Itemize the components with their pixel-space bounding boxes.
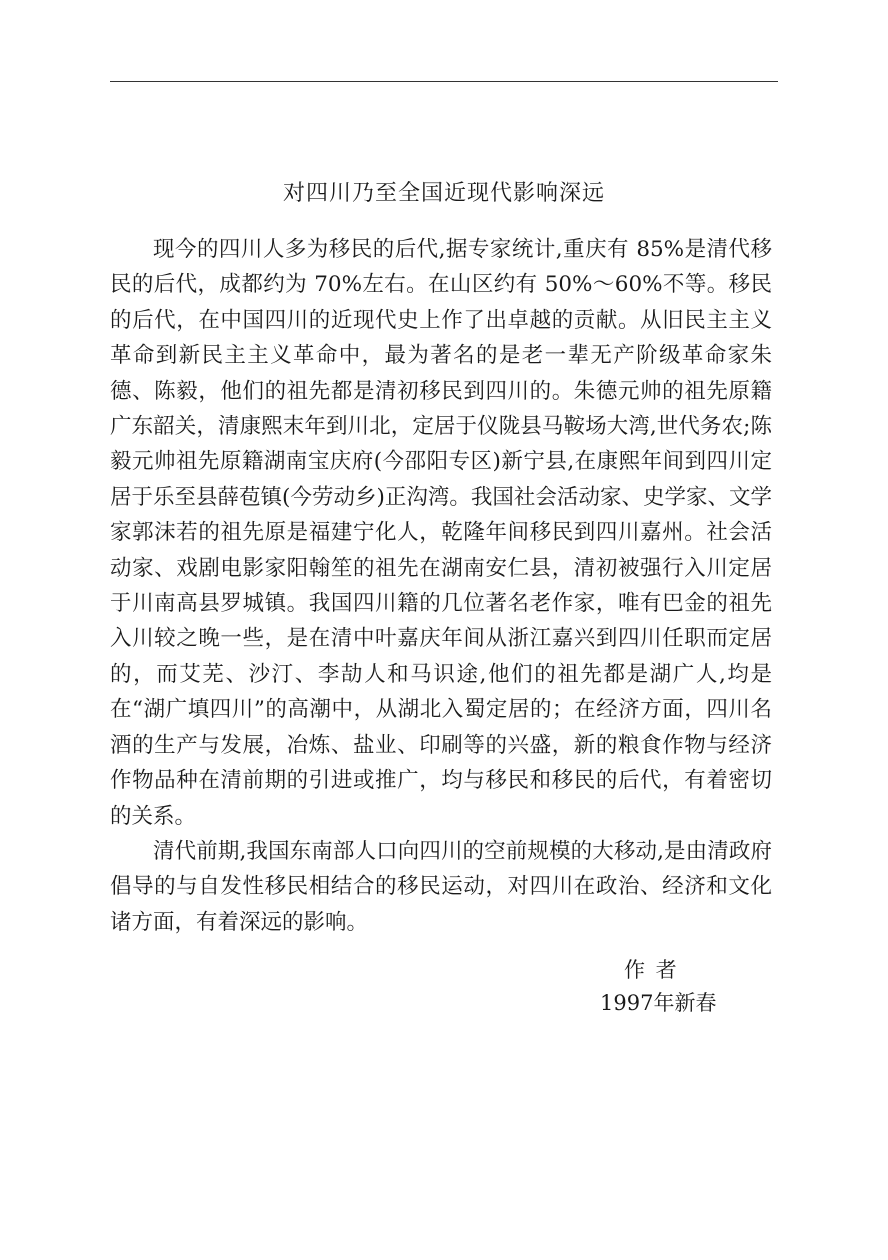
body-text <box>110 232 772 940</box>
paragraph-2: 清代前期,我国东南部人口向四川的空前规模的大移动,是由清政府倡导的与自发性移民相结合的移民运动，对四川在政治、经济和文化诸方面，有着深远的影响。 <box>110 838 772 935</box>
signature-author: 作 者 <box>624 958 679 982</box>
signature-date: 1997年新春 <box>600 991 717 1015</box>
section-heading: 对四川乃至全国近现代影响深远 <box>282 181 605 206</box>
header-rule <box>110 81 778 82</box>
paragraph-1: 现今的四川人多为移民的后代,据专家统计,重庆有 85%是清代移民的后代，成都约为 70%左右。在山区约有 50%～60%不等。移民的后代，在中国四川的近现代史上作了出卓越的贡献。从旧民主主义革命到新民主主义革命中，最为著名的是老一辈无产阶级革命家朱德、陈毅，他们的祖先都是清初移民到四川的。朱德元帅的祖先原籍广东韶关，清康熙末年到川北，定居于仪陇县马鞍场大湾,世代务农;陈毅元帅祖先原籍湖南宝庆府(今邵阳专区)新宁县,在康熙年间到四川定居于乐至县薛苞镇(今劳动乡)正沟湾。我国社会活动家、史学家、文学家郭沫若的祖先原是福建宁化人，乾隆年间移民到四川嘉州。社会活动家、戏剧电影家阳翰笙的祖先在湖南安仁县，清初被强行入川定居于川南高县罗城镇。我国四川籍的几位著名老作家，唯有巴金的祖先入川较之晚一些，是在清中叶嘉庆年间从浙江嘉兴到四川任职而定居的，而艾芜、沙汀、李劼人和马识途,他们的祖先都是湖广人,均是在“湖广填四川”的高潮中，从湖北入蜀定居的；在经济方面，四川名酒的生产与发展，冶炼、盐业、印刷等的兴盛，新的粮食作物与经济作物品种在清前期的引进或推广，均与移民和移民的后代，有着密切的关系。 <box>110 237 772 829</box>
